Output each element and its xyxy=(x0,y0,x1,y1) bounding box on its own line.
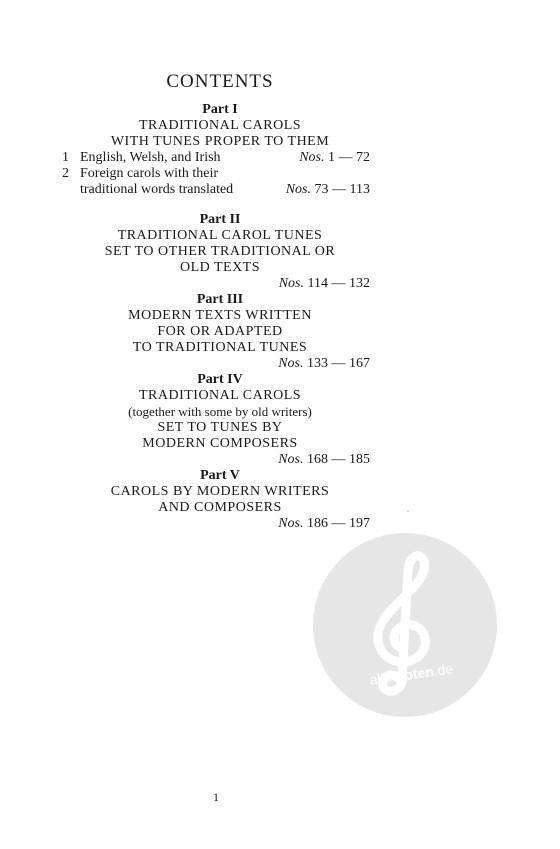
entry-text: Foreign carols with their xyxy=(80,166,219,181)
part-title-line: SET TO TUNES BY xyxy=(157,420,283,435)
range-value: 73 — 113 xyxy=(314,182,370,197)
entry-number: 2 xyxy=(62,166,69,181)
part-title-line: MODERN COMPOSERS xyxy=(142,436,298,451)
entry-range xyxy=(286,182,370,198)
part-title-line: TO TRADITIONAL TUNES xyxy=(132,340,308,355)
part-title-line: TRADITIONAL CAROL TUNES xyxy=(117,228,323,243)
part-title-line: TRADITIONAL CAROLS xyxy=(138,388,302,403)
part-heading: Part V xyxy=(200,468,240,483)
range-value: 168 — 185 xyxy=(307,452,370,467)
part-title-line: AND COMPOSERS xyxy=(158,500,282,515)
nos-label: Nos. xyxy=(278,356,304,371)
nos-label: Nos. xyxy=(278,276,305,291)
range-value: 114 — 132 xyxy=(307,276,370,291)
table-of-contents xyxy=(60,70,380,532)
part-heading: Part I xyxy=(202,102,238,117)
entry-number: 1 xyxy=(62,150,69,165)
part-title-line: CAROLS BY MODERN WRITERS xyxy=(110,484,330,499)
list-item xyxy=(60,166,380,198)
part-range xyxy=(60,356,380,372)
nos-label: Nos. xyxy=(299,150,325,165)
page-number: 1 xyxy=(213,790,219,804)
part-heading: Part II xyxy=(199,212,241,227)
watermark-logo xyxy=(310,530,500,720)
entry-text-cont: traditional words translated xyxy=(80,182,234,197)
nos-label: Nos. xyxy=(278,516,304,531)
part-heading: Part IV xyxy=(197,372,243,387)
part-title-line: WITH TUNES PROPER TO THEM xyxy=(110,134,330,149)
part-title-line: SET TO OTHER TRADITIONAL OR xyxy=(104,244,336,259)
part-title-line: TRADITIONAL CAROLS xyxy=(138,118,302,133)
speck xyxy=(407,510,409,512)
range-value: 133 — 167 xyxy=(307,356,370,371)
entry-text: English, Welsh, and Irish xyxy=(80,150,221,165)
nos-label: Nos. xyxy=(278,452,304,467)
list-item xyxy=(60,150,380,166)
range-value: 186 — 197 xyxy=(307,516,370,531)
nos-label: Nos. xyxy=(285,182,312,197)
part-range xyxy=(60,276,380,292)
page-title: CONTENTS xyxy=(166,71,274,92)
watermark-text: alle-noten.de xyxy=(368,660,454,688)
part-title-line: MODERN TEXTS WRITTEN xyxy=(128,308,312,323)
part-subline: (together with some by old writers) xyxy=(128,404,312,419)
part-title-line: FOR OR ADAPTED xyxy=(157,324,283,339)
part-title-line: OLD TEXTS xyxy=(179,260,261,275)
entry-range xyxy=(299,150,370,166)
part-range xyxy=(60,452,380,468)
part-heading: Part III xyxy=(196,292,244,307)
range-value: 1 — 72 xyxy=(328,150,370,165)
